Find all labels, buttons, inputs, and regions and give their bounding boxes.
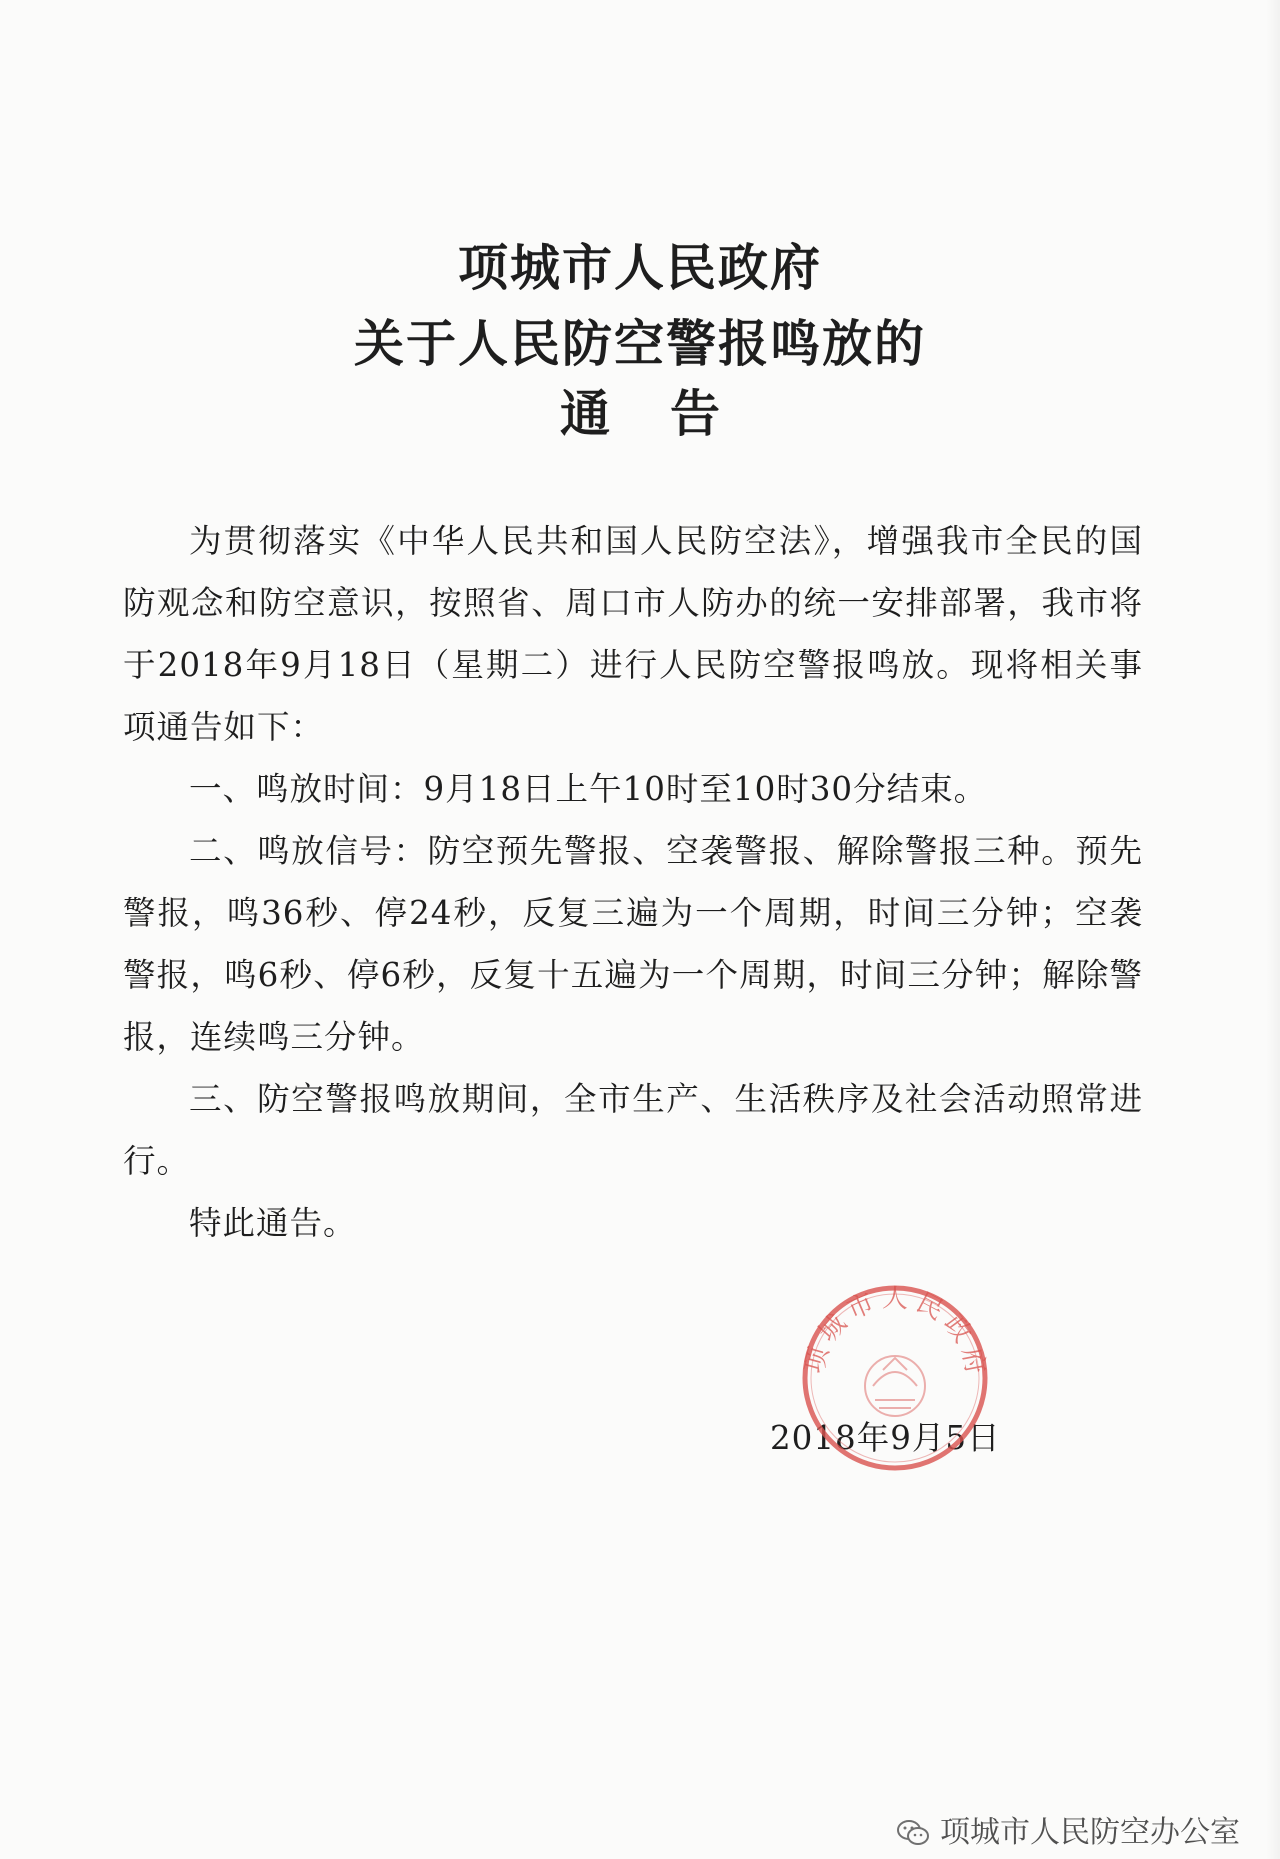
issue-date: 2018年9月5日 xyxy=(770,1419,1001,1457)
paragraph-signals: 二、鸣放信号：防空预先警报、空袭警报、解除警报三种。预先警报，鸣36秒、停24秒，反复三遍为一个周期，时间三分钟；空袭警报，鸣6秒、停6秒，反复十五遍为一个周期，时间三分钟；解除警报，连续鸣三分钟。 xyxy=(123,832,1143,1056)
paragraph-time: 一、鸣放时间：9月18日上午10时至10时30分结束。 xyxy=(189,770,988,808)
paragraph-intro: 为贯彻落实《中华人民共和国人民防空法》，增强我市全民的国防观念和防空意识，按照省、周口市人防办的统一安排部署，我市将于2018年9月18日（星期二）进行人民防空警报鸣放。现将相关事项通告如下： xyxy=(123,522,1143,746)
title-line-2: 关于人民防空警报鸣放的 xyxy=(354,314,926,373)
footer-account-name: 项城市人民防空办公室 xyxy=(940,1815,1240,1850)
svg-text:项城市人民政府: 项城市人民政府 xyxy=(799,1283,992,1383)
title-line-1: 项城市人民政府 xyxy=(458,238,822,297)
title-char-tong: 通 xyxy=(560,384,610,443)
title-line-3 xyxy=(0,384,1280,444)
title-char-gao: 告 xyxy=(670,384,720,443)
paragraph-closing: 特此通告。 xyxy=(189,1204,357,1242)
footer-watermark xyxy=(896,1813,1240,1853)
wechat-icon xyxy=(896,1818,930,1848)
official-seal-stamp xyxy=(795,1278,995,1478)
paragraph-order: 三、防空警报鸣放期间，全市生产、生活秩序及社会活动照常进行。 xyxy=(123,1080,1143,1180)
notice-body xyxy=(123,510,1143,1254)
